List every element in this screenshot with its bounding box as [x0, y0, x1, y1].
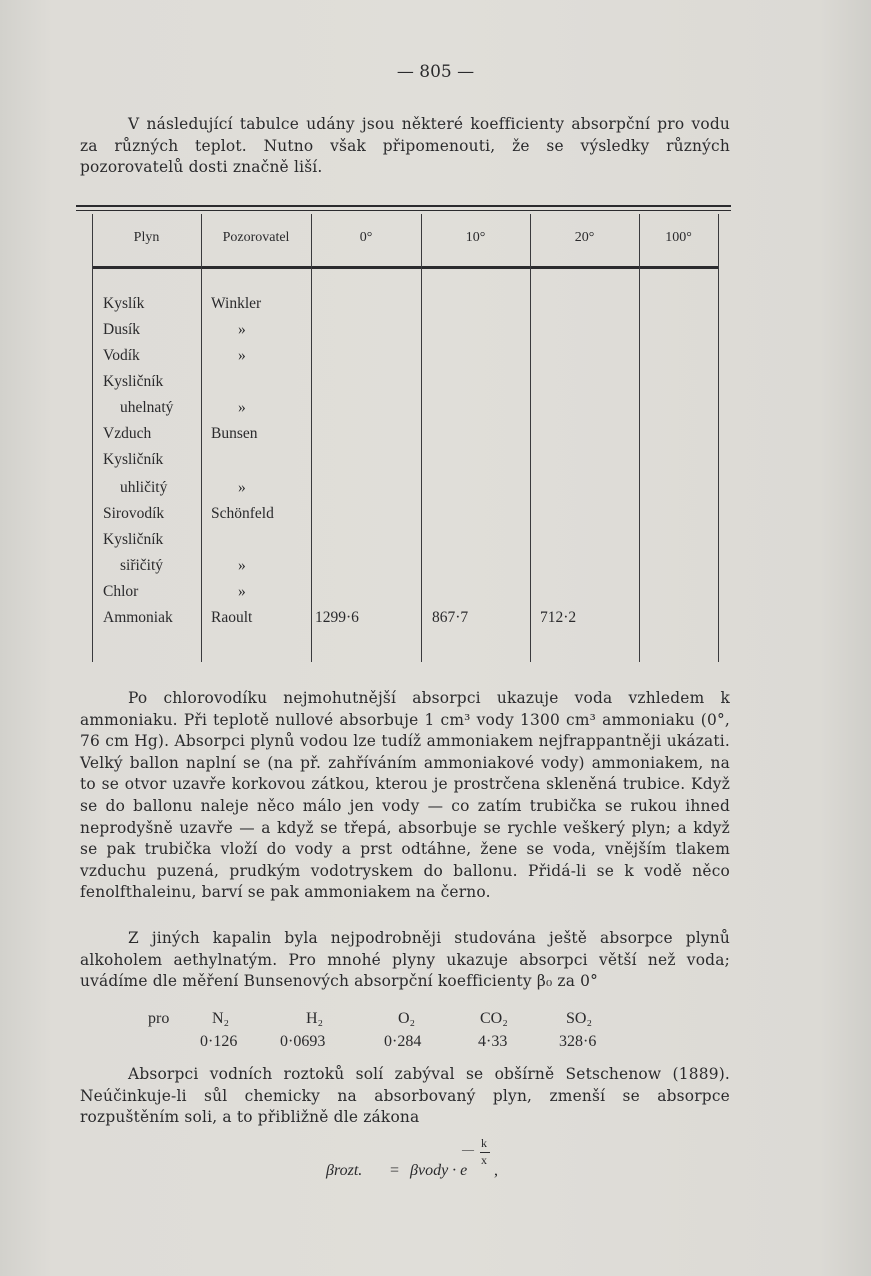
- table-vline: [311, 214, 312, 662]
- coeff-gas: CO₂: [480, 1010, 508, 1027]
- table-cell-observer: »: [238, 347, 246, 364]
- table-cell-gas: Sirovodík: [103, 505, 165, 522]
- table-vline: [718, 214, 719, 662]
- coeff-gas: N₂: [212, 1010, 230, 1027]
- formula-rhs: βvody · e: [410, 1162, 468, 1179]
- table-cell-gas-cont: uhličitý: [120, 479, 168, 496]
- header-0: 0°: [359, 230, 373, 245]
- formula-exp-den: x: [481, 1153, 487, 1167]
- table-cell-observer: Raoult: [211, 609, 253, 626]
- table-header-rule: [92, 266, 718, 269]
- intro-paragraph: V následující tabulce udány jsou některé koefficienty absorpční pro vodu za různých teplot. Nutno však připomenouti, že se výsledky různých pozorovatelů dosti značně liší.: [80, 115, 730, 177]
- table-cell-gas: Vodík: [103, 347, 140, 364]
- page-number: — 805 —: [396, 62, 475, 82]
- coeff-value: 4·33: [478, 1033, 508, 1050]
- table-cell-observer: Bunsen: [211, 425, 258, 442]
- table-cell-gas-cont: uhelnatý: [120, 399, 174, 416]
- table-vline: [530, 214, 531, 662]
- table-cell-gas: Kysličník: [103, 451, 164, 468]
- table-cell-observer: »: [238, 583, 246, 600]
- table-cell-gas-cont: siřičitý: [120, 557, 164, 574]
- coeff-value: 0·126: [200, 1033, 238, 1050]
- table-cell-observer: Schönfeld: [211, 505, 274, 522]
- table-cell-observer: »: [238, 557, 246, 574]
- formula-tail: ,: [494, 1162, 498, 1179]
- coeff-label: pro: [148, 1010, 170, 1027]
- table-cell-gas: Ammoniak: [103, 609, 173, 626]
- header-20: 20°: [574, 230, 595, 245]
- table-cell-gas: Kyslík: [103, 295, 145, 312]
- formula-exp-sign: —: [462, 1142, 474, 1156]
- table-cell-observer: Winkler: [211, 295, 262, 312]
- table-cell-gas: Chlor: [103, 583, 139, 600]
- coeff-gas: O₂: [398, 1010, 416, 1027]
- table-vline: [201, 214, 202, 662]
- table-cell-gas: Kysličník: [103, 373, 164, 390]
- coeff-gas: SO₂: [566, 1010, 593, 1027]
- coeff-value: 0·284: [384, 1033, 422, 1050]
- formula-equals: =: [390, 1162, 400, 1179]
- table-cell-gas: Vzduch: [103, 425, 152, 442]
- table-cell-value: 1299·6: [315, 609, 359, 626]
- table-cell-value: 712·2: [540, 609, 577, 626]
- coeff-value: 328·6: [559, 1033, 597, 1050]
- header-100: 100°: [665, 230, 692, 245]
- alcohol-paragraph: Z jiných kapalin byla nejpodrobněji studována ještě absorpce plynů alkoholem aethylnatým. Pro mnohé plyny ukazuje absorpci větší než voda; uvádíme dle měření Bunsenových absorpční koefficienty β₀ za 0°: [80, 929, 730, 991]
- table-top-rule: [76, 205, 731, 207]
- formula-exp-num: k: [481, 1136, 487, 1150]
- table-vline: [92, 214, 93, 662]
- header-10: 10°: [465, 230, 486, 245]
- ammonia-paragraph: Po chlorovodíku nejmohutnější absorpci ukazuje voda vzhledem k ammoniaku. Při teplotě nullové absorbuje 1 cm³ vody 1300 cm³ ammoniaku (0°, 76 cm Hg). Absorpci plynů vodou lze tudíž ammoniakem nejfrappantněji ukázati. Velký ballon naplní se (na př. zahříváním ammoniakové vody) ammoniakem, na to se otvor uzavře korkovou zátkou, kterou je prostrčena skleněná trubice. Když se do ballonu naleje něco málo jen vody — co zatím trubička se rukou ihned neprodyšně uzavře — a když se třepá, absorbuje se rychle veškerý plyn; a když se pak trubička vloží do vody a prst odtáhne, žene se voda, vnějším tlakem vzduchu puzená, prudkým vodotryskem do ballonu. Přidá-li se k vodě něco fenolfthaleinu, barví se pak ammoniakem na černo.: [80, 689, 730, 902]
- formula-lhs: βrozt.: [326, 1162, 363, 1179]
- table-vline: [421, 214, 422, 662]
- header-observer: Pozorovatel: [222, 230, 290, 245]
- table-top-rule-2: [76, 210, 731, 211]
- coeff-gas: H₂: [306, 1010, 324, 1027]
- salt-paragraph: Absorpci vodních roztoků solí zabýval se obšírně Setschenow (1889). Neúčinkuje-li sůl chemicky na absorbovaný plyn, zmenší se absorpce rozpuštěním soli, a to přibližně dle zákona: [80, 1065, 730, 1127]
- coeff-value: 0·0693: [280, 1033, 326, 1050]
- table-cell-value: 867·7: [432, 609, 469, 626]
- table-cell-gas: Dusík: [103, 321, 141, 338]
- table-cell-observer: »: [238, 479, 246, 496]
- table-cell-observer: »: [238, 321, 246, 338]
- table-vline: [639, 214, 640, 662]
- table-cell-gas: Kysličník: [103, 531, 164, 548]
- table-cell-observer: »: [238, 399, 246, 416]
- header-gas: Plyn: [133, 230, 160, 245]
